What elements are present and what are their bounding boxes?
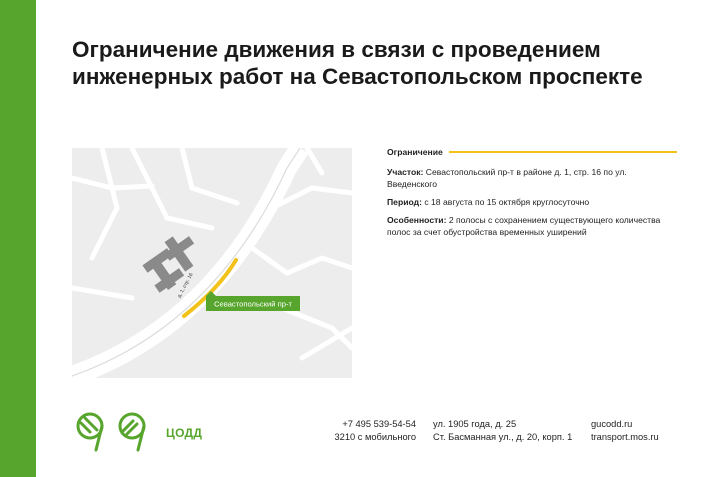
restriction-line bbox=[449, 151, 677, 153]
page-title: Ограничение движения в связи с проведением инженерных работ на Севастопольском проспекте bbox=[72, 37, 643, 89]
website-link-1[interactable]: gucodd.ru bbox=[591, 419, 633, 429]
address-line-2: Ст. Басманная ул., д. 20, корп. 1 bbox=[433, 432, 573, 442]
features-text: 2 полосы с сохранением существующего количества полос за счет обустройства временных уширений bbox=[387, 215, 661, 237]
website-link-2[interactable]: transport.mos.ru bbox=[591, 432, 659, 442]
features-label: Особенности: bbox=[387, 215, 447, 225]
period-text: с 18 августа по 15 октября круглосуточно bbox=[421, 197, 590, 207]
section-info bbox=[387, 166, 677, 190]
features-info bbox=[387, 214, 677, 238]
codd-logo bbox=[70, 410, 202, 456]
street-label: Севастопольский пр-т bbox=[214, 299, 292, 309]
section-label: Участок: bbox=[387, 167, 424, 177]
map-canvas bbox=[72, 148, 352, 378]
period-info bbox=[387, 196, 677, 208]
map bbox=[72, 148, 352, 378]
info-panel bbox=[387, 146, 677, 244]
period-label: Период: bbox=[387, 197, 422, 207]
restriction-label: Ограничение bbox=[387, 147, 443, 157]
phone-block bbox=[326, 418, 416, 444]
address-block bbox=[433, 418, 572, 444]
logo-text: ЦОДД bbox=[166, 426, 203, 440]
brand-side-bar bbox=[0, 0, 36, 477]
section-text: Севастопольский пр-т в районе д. 1, стр. 16 по ул. Введенского bbox=[387, 167, 627, 189]
codd-logo-icon bbox=[70, 410, 160, 456]
restriction-legend bbox=[387, 146, 677, 158]
phone-number[interactable]: +7 495 539-54-54 bbox=[342, 419, 416, 429]
address-line-1: ул. 1905 года, д. 25 bbox=[433, 419, 517, 429]
street-label-badge bbox=[206, 291, 300, 311]
websites-block bbox=[591, 418, 659, 444]
mobile-number: 3210 с мобильного bbox=[334, 432, 416, 442]
building-label: д. 1, стр. 16 bbox=[176, 272, 195, 299]
